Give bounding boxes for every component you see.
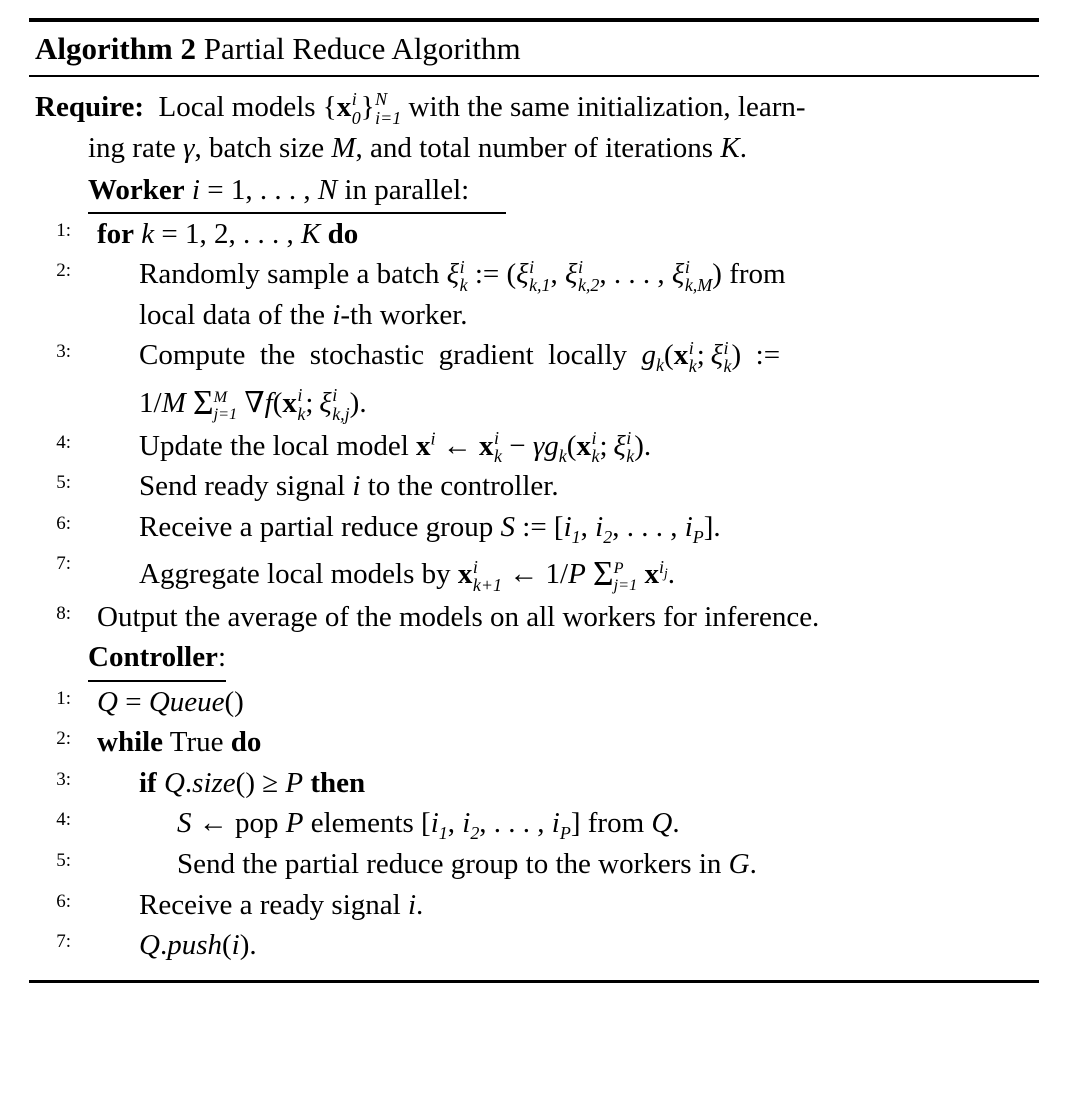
header-rule — [29, 75, 1039, 77]
controller-steps — [29, 682, 1039, 966]
algorithm-line — [29, 763, 1039, 804]
require-block — [29, 87, 1039, 169]
require-line-1: Require: Local models {x i 0 } N i=1 with the same initialization, learn- — [35, 89, 806, 128]
algorithm-line — [29, 925, 1039, 966]
line-number: 8 : — [29, 604, 71, 623]
algorithm-line — [29, 466, 1039, 507]
algorithm-line — [29, 254, 1039, 335]
line-number: 2 : — [29, 261, 71, 280]
algorithm-line — [29, 426, 1039, 467]
line-number: 3 : — [29, 770, 71, 789]
line-body: Aggregate local models by x i k+1 ← 1/P Σ P j=1 $x^{i_j}$. — [139, 553, 675, 595]
top-rule — [29, 18, 1039, 22]
line-number: 6 : — [29, 892, 71, 911]
controller-section-heading — [88, 637, 226, 681]
line-body: Update the local model $x^i$ ← x i k − $\gamma g_k(x$ i k ; ξ i k ). — [139, 427, 652, 467]
algorithm-line — [29, 547, 1039, 597]
require-text-a: Local models { — [158, 91, 337, 124]
algorithm-line — [29, 214, 1039, 255]
require-label: Require: — [35, 91, 145, 124]
line-number: 3 : — [29, 342, 71, 361]
algorithm-block — [29, 0, 1039, 983]
algorithm-line — [29, 844, 1039, 885]
worker-steps — [29, 214, 1039, 638]
bottom-rule — [29, 980, 1039, 983]
line-body: Output the average of the models on all workers for inference. — [97, 600, 820, 633]
line-body: S ← pop P elements [$i_1$, $i_2$, . . . , $i_P$] from Q. — [177, 807, 680, 844]
worker-heading-label: Worker — [88, 173, 185, 206]
line-number: 7 : — [29, 554, 71, 573]
line-number: 6 : — [29, 514, 71, 533]
algorithm-line — [29, 682, 1039, 723]
line-body: while True do — [97, 726, 262, 759]
line-number: 2 : — [29, 729, 71, 748]
algorithm-title-name: Partial Reduce Algorithm — [203, 31, 521, 66]
controller-heading-colon: : — [217, 641, 226, 674]
line-number: 7 : — [29, 932, 71, 951]
line-body: Send the partial reduce group to the workers in G. — [177, 848, 757, 881]
line-body: Receive a ready signal i. — [139, 888, 424, 921]
controller-section-header-wrap — [29, 637, 1039, 681]
line-number: 5 : — [29, 851, 71, 870]
line-number: 1 : — [29, 221, 71, 240]
line-number: 4 : — [29, 810, 71, 829]
line-body: Receive a partial reduce group S := [$i_1$, $i_2$, . . . , $i_P$]. — [139, 510, 721, 547]
line-body: Q = Queue() — [97, 685, 244, 718]
algorithm-line — [29, 722, 1039, 763]
line-body: if Q.size() ≥ P then — [139, 766, 366, 799]
line-body: for k = 1, 2, . . . , K do — [97, 217, 359, 250]
algorithm-title — [29, 28, 1039, 71]
line-number: 4 : — [29, 433, 71, 452]
line-number: 1 : — [29, 689, 71, 708]
require-text-c: with the same initialization, learn- — [401, 91, 806, 124]
algorithm-line — [29, 803, 1039, 844]
algorithm-title-number: 2 — [180, 31, 197, 66]
require-line-2: ing rate γ, batch size M, and total number of iterations K. — [88, 132, 747, 165]
line-body: Q.push(i). — [139, 929, 257, 962]
algorithm-title-label: Algorithm — [35, 31, 173, 66]
worker-section-header-wrap — [29, 170, 1039, 214]
algorithm-line — [29, 507, 1039, 548]
algorithm-line — [29, 597, 1039, 638]
line-number: 5 : — [29, 473, 71, 492]
algorithm-line — [29, 885, 1039, 926]
controller-heading-label: Controller — [88, 641, 218, 674]
line-body: Compute the stochastic gradient locally $g_k(x$ i k ; ξ i k ) := 1/M Σ M j=1 ∇f(x i k ; ξ i k,j ). — [139, 337, 781, 424]
line-body: Randomly sample a batch ξ i k := (ξ i k,1 , ξ i k,2 , . . . , ξ i k,M ) from local data of the i-th worker. — [139, 256, 786, 331]
worker-section-heading: Worker i = 1, . . . , N in parallel: — [88, 170, 506, 214]
algorithm-line — [29, 335, 1039, 425]
line-body: Send ready signal i to the controller. — [139, 470, 559, 503]
